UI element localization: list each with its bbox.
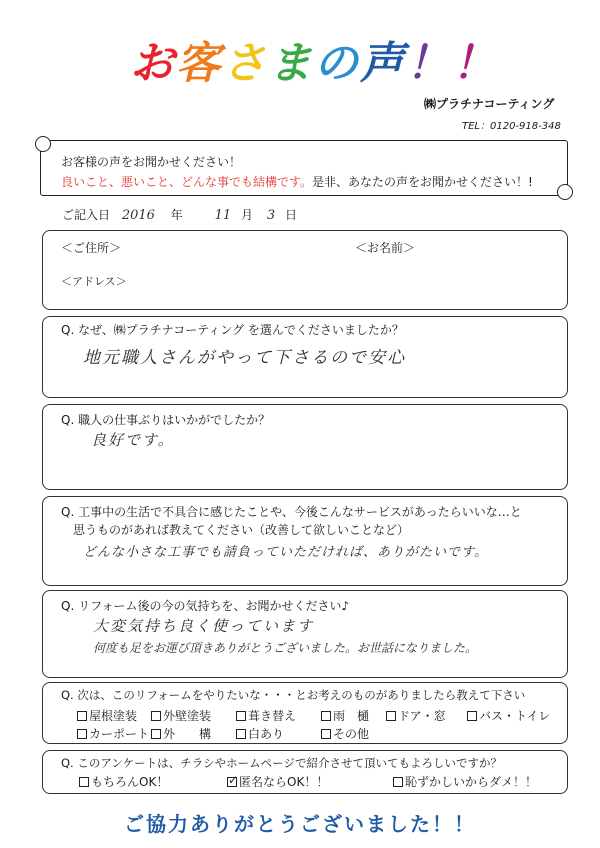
title-char: 声	[360, 38, 406, 89]
checkbox-icon[interactable]	[321, 711, 331, 721]
q5-option[interactable]: ドア・窓	[386, 707, 446, 724]
q5-option[interactable]: バス・トイレ	[467, 707, 550, 724]
q3-answer[interactable]: どんな小さな工事でも請負っていただければ、ありがたいです。	[83, 545, 488, 560]
name-label: ＜お名前＞	[355, 241, 416, 255]
date-day[interactable]: 3	[266, 208, 276, 223]
q1-box	[42, 316, 568, 398]
date-year[interactable]: 2016	[121, 208, 155, 223]
checkbox-icon[interactable]	[79, 777, 89, 787]
day-unit: 日	[284, 208, 297, 222]
customer-info-box	[42, 230, 568, 310]
title-char: の	[314, 38, 360, 89]
q5-option[interactable]: 外 構	[151, 725, 211, 742]
q5-option[interactable]: 屋根塗装	[77, 707, 137, 724]
phone-number: TEL：0120-918-348	[462, 121, 561, 132]
thanks-message: ご協力ありがとうございました！！	[124, 812, 476, 836]
entry-date	[62, 206, 297, 223]
title-char: ま	[268, 38, 314, 89]
title-char: さ	[222, 38, 268, 89]
checkbox-icon[interactable]	[236, 729, 246, 739]
q2-box	[42, 404, 568, 490]
q6-box	[42, 750, 568, 794]
intro-rest: 是非、あなたの声をお聞かせください！!	[312, 175, 533, 189]
checkbox-icon[interactable]	[151, 729, 161, 739]
date-month[interactable]: 11	[214, 208, 232, 223]
checkbox-icon[interactable]	[386, 711, 396, 721]
q5-question: Q. 次は、このリフォームをやりたいな・・・とお考えのものがありましたら教えて下さい	[61, 688, 526, 702]
q4-question: Q. リフォーム後の今の気持ちを、お聞かせください♪	[61, 599, 350, 613]
checkbox-icon[interactable]	[151, 711, 161, 721]
checkbox-icon[interactable]	[77, 729, 87, 739]
intro-line-1: お客様の声をお聞かせください！	[61, 155, 242, 169]
company-name: ㈱プラチナコーティング	[424, 97, 555, 111]
checkbox-icon[interactable]	[467, 711, 477, 721]
address-kana-label: ＜アドレス＞	[61, 275, 127, 288]
q5-box	[42, 682, 568, 744]
checkbox-icon[interactable]	[236, 711, 246, 721]
q6-option[interactable]: もちろんOK！	[79, 773, 168, 790]
q6-question: Q. このアンケートは、チラシやホームページで紹介させて頂いてもよろしいですか？	[61, 756, 502, 770]
q5-option[interactable]: 葺き替え	[236, 707, 296, 724]
q4-box	[42, 590, 568, 678]
page-title	[130, 34, 510, 94]
q1-question: Q. なぜ、㈱プラチナコーティング を選んでくださいましたか？	[61, 323, 404, 337]
q4-answer-line1[interactable]: 大変気持ち良く使っています	[93, 617, 315, 635]
intro-banner	[40, 140, 568, 196]
q1-answer[interactable]: 地元職人さんがやって下さるので安心	[83, 348, 406, 368]
q5-option[interactable]: 白あり	[236, 725, 284, 742]
q3-question-line1: Q. 工事中の生活で不具合に感じたことや、今後こんなサービスがあったらいいな…と	[61, 505, 522, 519]
checkbox-icon[interactable]	[393, 777, 403, 787]
q6-option[interactable]: ✓ 匿名ならOK！！	[227, 773, 328, 790]
q5-option[interactable]: 外壁塗装	[151, 707, 211, 724]
title-char: ！	[452, 38, 498, 89]
month-unit: 月	[240, 208, 253, 222]
q5-option[interactable]: その他	[321, 725, 369, 742]
q2-question: Q. 職人の仕事ぶりはいかがでしたか？	[61, 413, 271, 427]
intro-highlight: 良いこと、悪いこと、どんな事でも結構です。	[61, 175, 313, 189]
year-unit: 年	[170, 208, 183, 222]
q6-option[interactable]: 恥ずかしいからダメ！！	[393, 773, 537, 790]
intro-line-2	[61, 173, 533, 190]
address-label: ＜ご住所＞	[61, 241, 122, 255]
q5-option[interactable]: カーポート	[77, 725, 149, 742]
checkbox-icon[interactable]	[321, 729, 331, 739]
checked-checkbox-icon[interactable]	[227, 777, 237, 787]
q2-answer[interactable]: 良好です。	[91, 431, 175, 449]
q5-option[interactable]: 雨 樋	[321, 707, 369, 724]
title-char: 客	[176, 38, 222, 89]
checkbox-icon[interactable]	[77, 711, 87, 721]
title-char: お	[130, 38, 176, 89]
title-char: ！	[406, 38, 452, 89]
q4-answer-line2[interactable]: 何度も足をお運び頂きありがとうございました。お世話になりました。	[93, 641, 478, 655]
date-label: ご記入日	[62, 208, 111, 222]
q3-box	[42, 496, 568, 586]
q3-question-line2: 思うものがあれば教えてください（改善して欲しいことなど）	[73, 523, 410, 537]
